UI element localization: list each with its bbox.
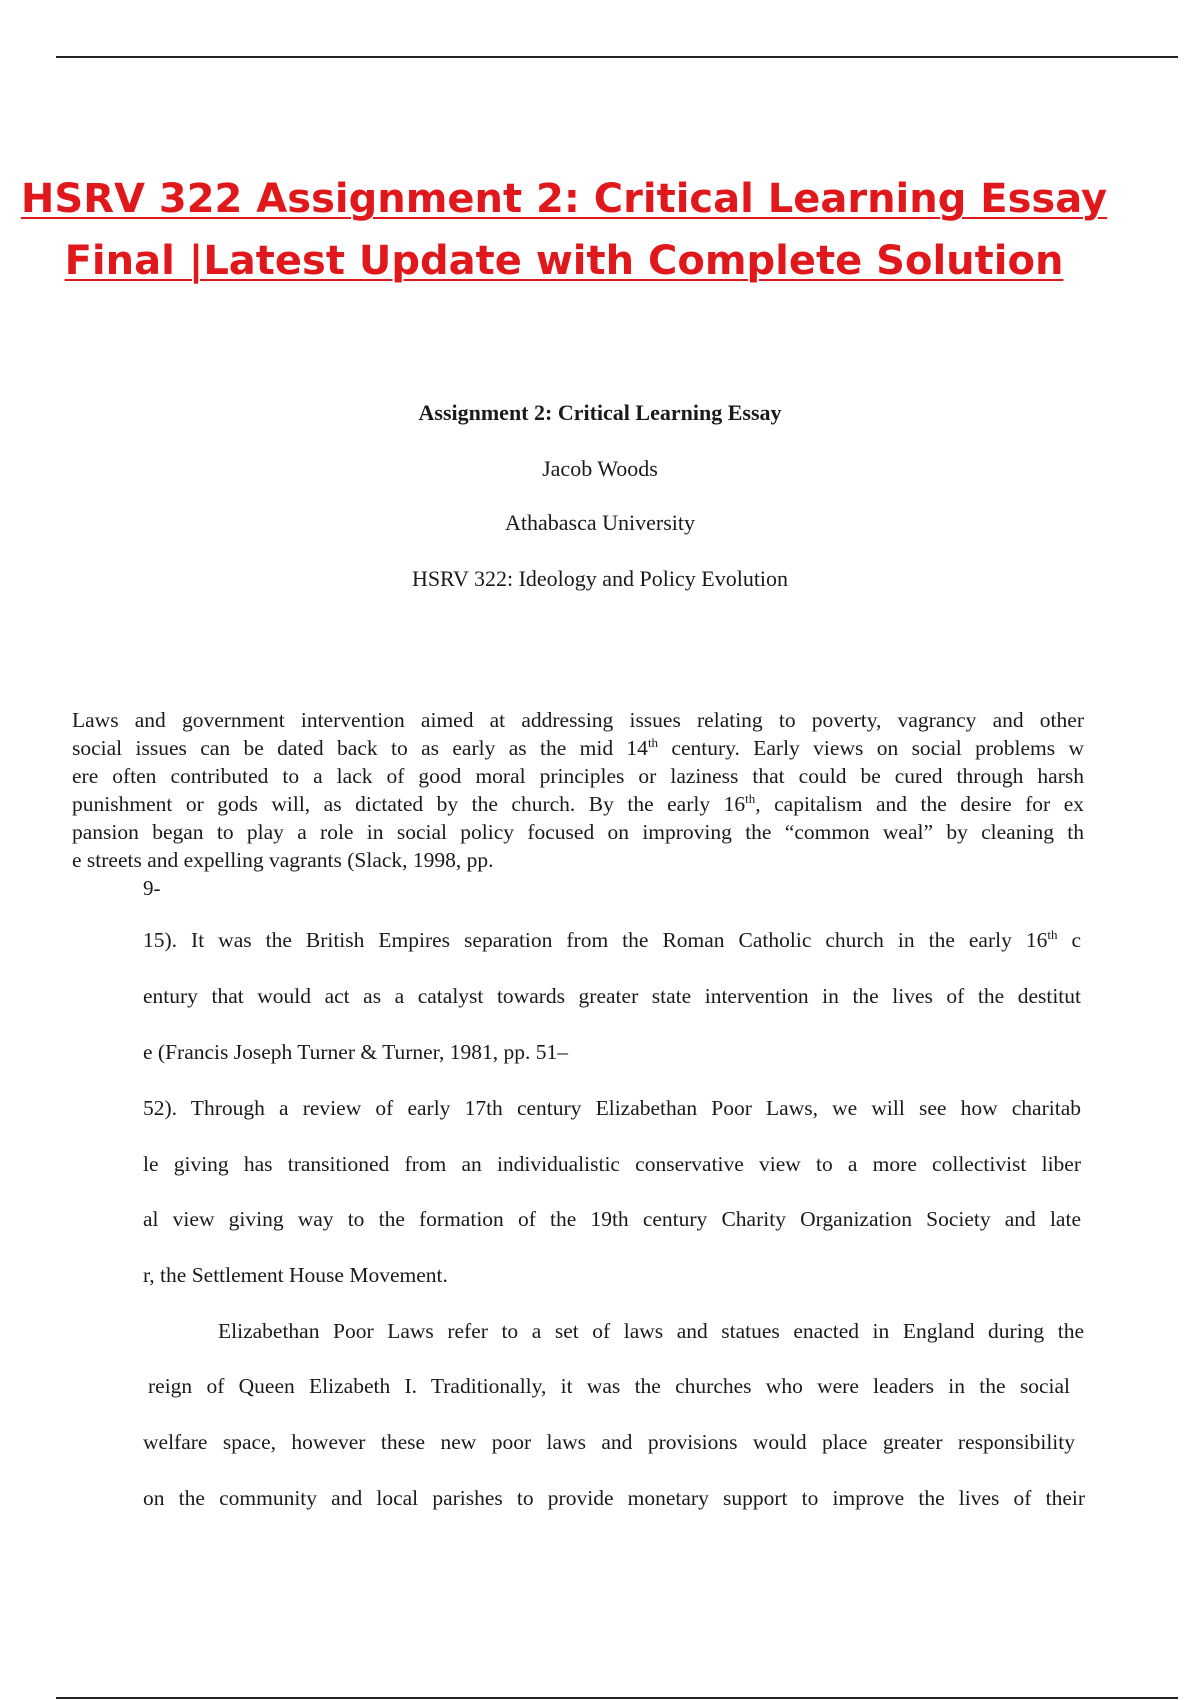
body-line: Elizabethan Poor Laws refer to a set of laws and statues enacted in England during the (218, 1319, 1084, 1343)
body-line: entury that would act as a catalyst towards greater state intervention in the lives of the destitut (143, 984, 1081, 1008)
intro-line: e streets and expelling vagrants (Slack, 1998, pp. (72, 848, 494, 872)
body-line: welfare space, however these new poor laws and provisions would place greater responsibility (143, 1430, 1075, 1454)
body-line: e (Francis Joseph Turner & Turner, 1981, pp. 51– (143, 1040, 568, 1064)
title-line-1: HSRV 322 Assignment 2: Critical Learning Essay (20, 176, 1108, 222)
body-line: 52). Through a review of early 17th century Elizabethan Poor Laws, we will see how charitab (143, 1096, 1081, 1120)
body-line: on the community and local parishes to provide monetary support to improve the lives of their (143, 1486, 1085, 1510)
intro-paragraph (72, 706, 1084, 874)
bottom-rule (56, 1697, 1178, 1699)
intro-line: social issues can be dated back to as early as the mid 14th century. Early views on social problems w (72, 734, 1084, 760)
intro-line: punishment or gods will, as dictated by the church. By the early 16th, capitalism and the desire for ex (72, 790, 1084, 816)
intro-line: pansion began to play a role in social policy focused on improving the “common weal” by cleaning th (72, 820, 1084, 844)
body-line: le giving has transitioned from an individualistic conservative view to a more collectivist liber (143, 1152, 1081, 1176)
cover-institution: Athabasca University (505, 510, 695, 535)
page-fragment: 9- (143, 876, 161, 900)
cover-heading: Assignment 2: Critical Learning Essay (418, 400, 782, 425)
title-line-2: Final |Latest Update with Complete Solution (64, 238, 1064, 284)
cover-author: Jacob Woods (542, 456, 658, 481)
intro-line: Laws and government intervention aimed at addressing issues relating to poverty, vagrancy and other (72, 708, 1084, 732)
document-title (0, 168, 1200, 292)
body-line: 15). It was the British Empires separation from the Roman Catholic church in the early 16th c (143, 926, 1082, 952)
intro-line: ere often contributed to a lack of good moral principles or laziness that could be cured through harsh (72, 764, 1084, 788)
cover-course: HSRV 322: Ideology and Policy Evolution (411, 566, 789, 591)
top-rule (56, 56, 1178, 58)
body-line: al view giving way to the formation of the 19th century Charity Organization Society and late (143, 1207, 1081, 1231)
body-line: reign of Queen Elizabeth I. Traditionally, it was the churches who were leaders in the social (148, 1374, 1070, 1398)
body-line: r, the Settlement House Movement. (143, 1263, 448, 1287)
